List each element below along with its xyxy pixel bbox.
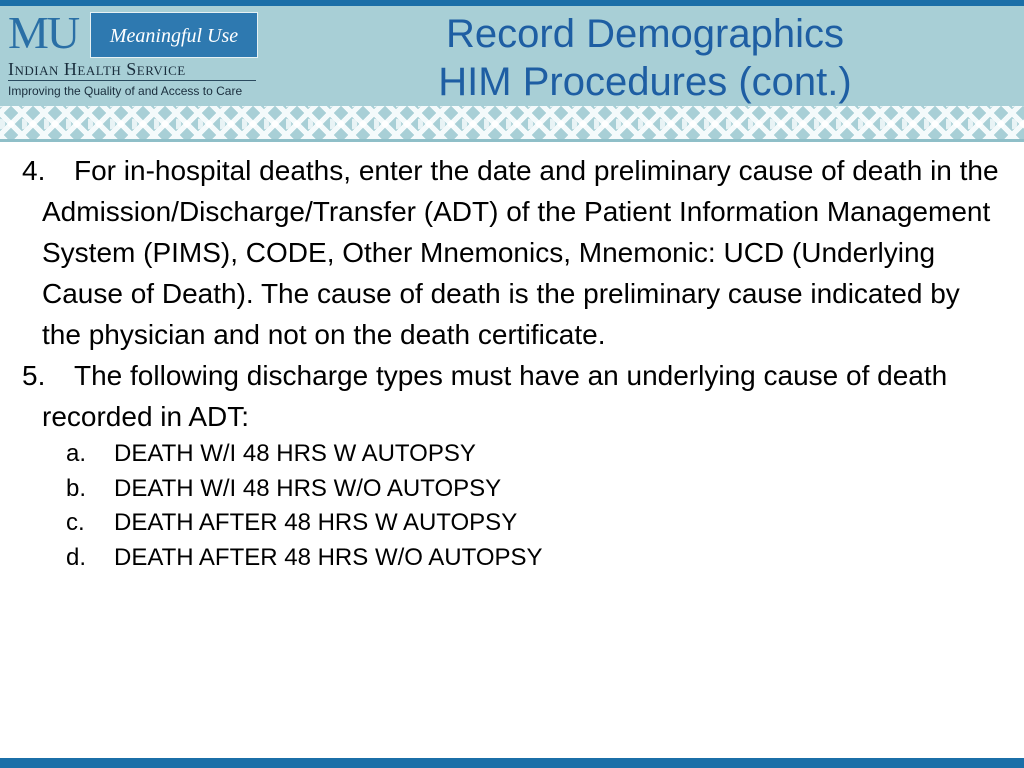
logo-mark: MU bbox=[8, 7, 79, 58]
sub-list-item bbox=[0, 506, 1024, 541]
logo-tagline: Improving the Quality of and Access to Care bbox=[8, 84, 243, 98]
sub-item-text: DEATH W/I 48 HRS W/O AUTOPSY bbox=[114, 474, 502, 502]
title-line-2: HIM Procedures (cont.) bbox=[438, 60, 852, 104]
logo-divider bbox=[8, 80, 256, 81]
list-item-4 bbox=[0, 150, 1024, 355]
item-text: The following discharge types must have an underlying cause of death recorded in ADT: bbox=[42, 360, 948, 432]
sub-item-text: DEATH W/I 48 HRS W AUTOPSY bbox=[114, 440, 476, 467]
sub-item-letter: c. bbox=[66, 509, 85, 536]
footer-band bbox=[0, 758, 1024, 768]
sub-item-text: DEATH AFTER 48 HRS W AUTOPSY bbox=[114, 509, 518, 536]
sub-list-item bbox=[0, 472, 1024, 507]
meaningful-use-logo bbox=[6, 8, 260, 100]
slide-title bbox=[300, 10, 990, 106]
item-number: 4. bbox=[22, 155, 46, 186]
item-text: For in-hospital deaths, enter the date and preliminary cause of death in the Admission/Discharge/Transfer (ADT) of the Patient Information Management System (PIMS), CODE, Other Mnemonics, Mnemonic: UCD (Underlying Cause of Death). The cause of death is the preliminary cause indicated by the physician and not on the death certificate. bbox=[42, 155, 999, 350]
slide-body bbox=[0, 150, 1024, 575]
decorative-pattern-band bbox=[0, 106, 1024, 142]
sub-item-letter: d. bbox=[66, 543, 87, 571]
sub-item-letter: a. bbox=[66, 440, 87, 467]
logo-badge: Meaningful Use bbox=[90, 12, 258, 58]
list-item-5 bbox=[0, 355, 1024, 437]
pattern-divider bbox=[0, 139, 1024, 142]
discharge-types-list bbox=[0, 437, 1024, 575]
sub-list-item bbox=[0, 541, 1024, 576]
logo-organization: Indian Health Service bbox=[8, 59, 186, 79]
sub-item-letter: b. bbox=[66, 474, 87, 502]
title-line-1: Record Demographics bbox=[446, 12, 844, 56]
sub-item-text: DEATH AFTER 48 HRS W/O AUTOPSY bbox=[114, 543, 543, 571]
item-number: 5. bbox=[22, 360, 46, 391]
sub-list-item bbox=[0, 437, 1024, 472]
